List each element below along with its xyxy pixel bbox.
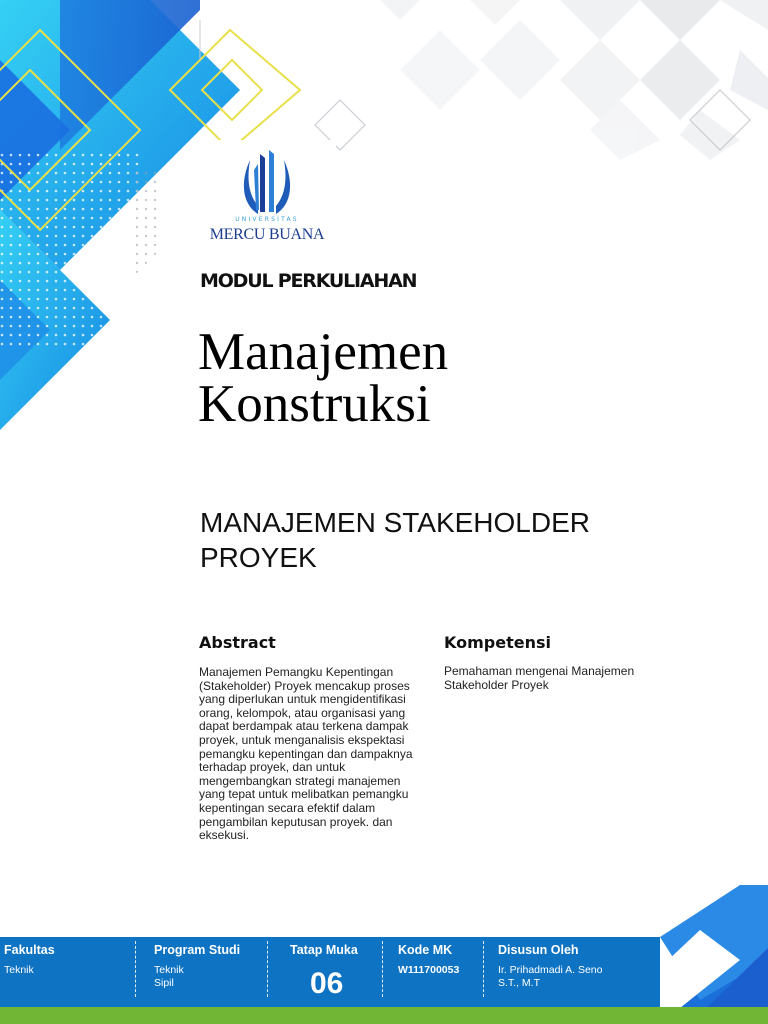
footer-divider	[267, 941, 268, 997]
abstract-line: yang diperlukan untuk mengidentifikasi	[199, 692, 406, 707]
disusun-oleh-value-line1: Ir. Prihadmadi A. Seno	[498, 964, 603, 976]
logo-emblem-icon	[198, 140, 336, 216]
kompetensi-line: Pemahaman mengenai Manajemen	[444, 664, 635, 678]
grey-diamond-pattern	[380, 0, 768, 160]
abstract-line: kepentingan secara efektif dalam	[199, 800, 376, 815]
university-logo	[198, 140, 336, 250]
kompetensi-heading: Kompetensi	[444, 633, 551, 652]
module-subtitle	[200, 505, 680, 575]
footer-divider	[135, 941, 136, 997]
fakultas-label: Fakultas	[4, 943, 55, 957]
logo-small-text: UNIVERSITAS	[235, 216, 299, 223]
footer-fakultas	[4, 937, 124, 1007]
tatap-muka-label: Tatap Muka	[290, 943, 358, 957]
kode-mk-label: Kode MK	[398, 943, 453, 957]
kompetensi-body	[444, 665, 674, 692]
logo-university-name: MERCU BUANA	[209, 226, 325, 243]
abstract-body	[199, 666, 434, 843]
module-label: MODUL PERKULIAHAN	[200, 270, 417, 292]
course-title	[198, 323, 449, 433]
abstract-line: orang, kelompok, atau organisasi yang	[199, 705, 406, 720]
program-studi-value-line2: Sipil	[154, 977, 174, 989]
footer-tatap-muka	[290, 937, 380, 1007]
footer-disusun-oleh	[498, 937, 648, 1007]
program-studi-value	[154, 964, 184, 990]
footer-program-studi	[154, 937, 264, 1007]
abstract-line: (Stakeholder) Proyek mencakup proses	[199, 678, 410, 693]
abstract-line: eksekusi.	[199, 828, 250, 843]
footer-kode-mk	[398, 937, 482, 1007]
disusun-oleh-value-line2: S.T., M.T	[498, 977, 540, 989]
subtitle-line1: MANAJEMEN STAKEHOLDER	[200, 507, 590, 538]
kompetensi-line: Stakeholder Proyek	[444, 677, 549, 692]
program-studi-value-line1: Teknik	[154, 964, 184, 976]
abstract-line: mengembangkan strategi manajemen	[199, 773, 401, 788]
abstract-heading: Abstract	[199, 633, 276, 652]
abstract-line: Manajemen Pemangku Kepentingan	[199, 665, 394, 679]
kode-mk-value: W111700053	[398, 964, 460, 976]
abstract-line: yang tepat untuk melibatkan pemangku	[199, 787, 409, 802]
abstract-line: pemangku kepentingan dan dampaknya	[199, 746, 413, 761]
footer-divider	[382, 941, 383, 997]
abstract-line: terhadap proyek, dan untuk	[199, 760, 346, 775]
disusun-oleh-label: Disusun Oleh	[498, 943, 579, 957]
footer-info-bar	[0, 937, 660, 1007]
abstract-line: pengambilan keputusan proyek. dan	[199, 814, 393, 829]
abstract-line: proyek, untuk menganalisis ekspektasi	[199, 732, 405, 747]
course-title-line1: Manajemen	[198, 323, 449, 381]
abstract-line: dapat berdampak atau terkena dampak	[199, 719, 409, 734]
tatap-muka-value: 06	[310, 967, 344, 1000]
disusun-oleh-value	[498, 964, 602, 990]
subtitle-line2: PROYEK	[200, 542, 317, 573]
course-title-line2: Konstruksi	[198, 375, 431, 433]
fakultas-value: Teknik	[4, 964, 34, 976]
footer-green-stripe	[0, 1007, 768, 1024]
program-studi-label: Program Studi	[154, 943, 241, 957]
footer-divider	[483, 941, 484, 997]
